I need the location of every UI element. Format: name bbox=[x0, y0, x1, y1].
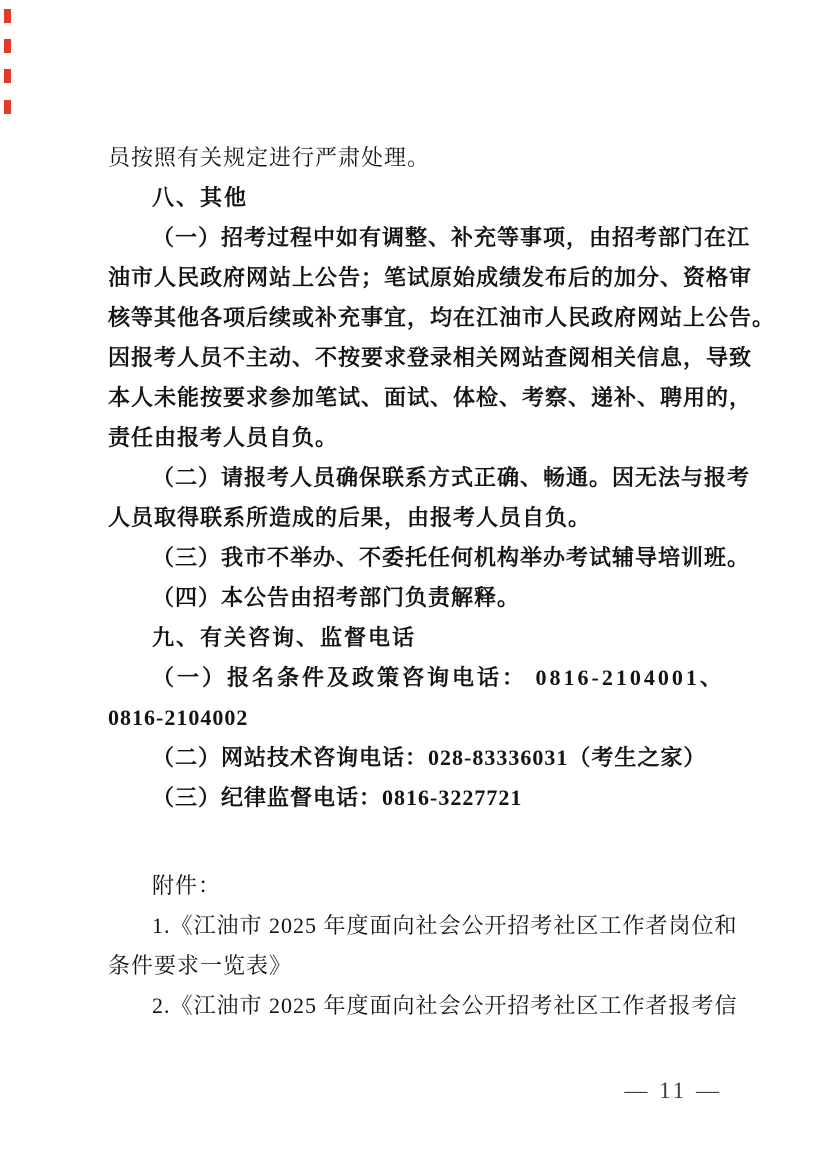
text-line: 核等其他各项后续或补充事宜，均在江油市人民政府网站上公告。 bbox=[108, 305, 776, 330]
text-line: 责任由报考人员自负。 bbox=[108, 425, 339, 450]
text-line: （二）请报考人员确保联系方式正确、畅通。因无法与报考 bbox=[152, 465, 751, 490]
text-line: 条件要求一览表》 bbox=[108, 953, 293, 978]
text-line: 本人未能按要求参加笔试、面试、体检、考察、递补、聘用的， bbox=[108, 385, 753, 410]
text-line: 人员取得联系所造成的后果，由报考人员自负。 bbox=[108, 505, 592, 530]
text-line: 附件： bbox=[152, 873, 222, 898]
text-line: （一）报名条件及政策咨询电话： 0816-2104001、 bbox=[152, 665, 725, 690]
document-lines bbox=[108, 138, 776, 1026]
page-number: — 11 — bbox=[624, 1078, 722, 1103]
text-line: 油市人民政府网站上公告；笔试原始成绩发布后的加分、资格审 bbox=[108, 265, 753, 290]
red-edge-mark bbox=[4, 39, 11, 53]
text-line: 九、有关咨询、监督电话 bbox=[152, 625, 417, 650]
red-edge-mark bbox=[4, 100, 11, 114]
text-line: 员按照有关规定进行严肃处理。 bbox=[108, 145, 431, 170]
red-edge-mark bbox=[4, 9, 11, 23]
text-line: （三）我市不举办、不委托任何机构举办考试辅导培训班。 bbox=[152, 545, 751, 570]
text-line: 0816-2104002 bbox=[108, 705, 249, 730]
red-edge-mark bbox=[4, 69, 11, 83]
text-line: （四）本公告由招考部门负责解释。 bbox=[152, 585, 521, 610]
text-line: 2.《江油市 2025 年度面向社会公开招考社区工作者报考信 bbox=[152, 993, 738, 1018]
text-line: （三）纪律监督电话：0816-3227721 bbox=[152, 785, 523, 810]
text-line: 1.《江油市 2025 年度面向社会公开招考社区工作者岗位和 bbox=[152, 913, 738, 938]
text-line: 因报考人员不主动、不按要求登录相关网站查阅相关信息，导致 bbox=[108, 345, 753, 370]
text-line: 八、其他 bbox=[152, 185, 249, 210]
text-line: （二）网站技术咨询电话：028-83336031（考生之家） bbox=[152, 745, 707, 770]
text-line: （一）招考过程中如有调整、补充等事项，由招考部门在江 bbox=[152, 225, 751, 250]
